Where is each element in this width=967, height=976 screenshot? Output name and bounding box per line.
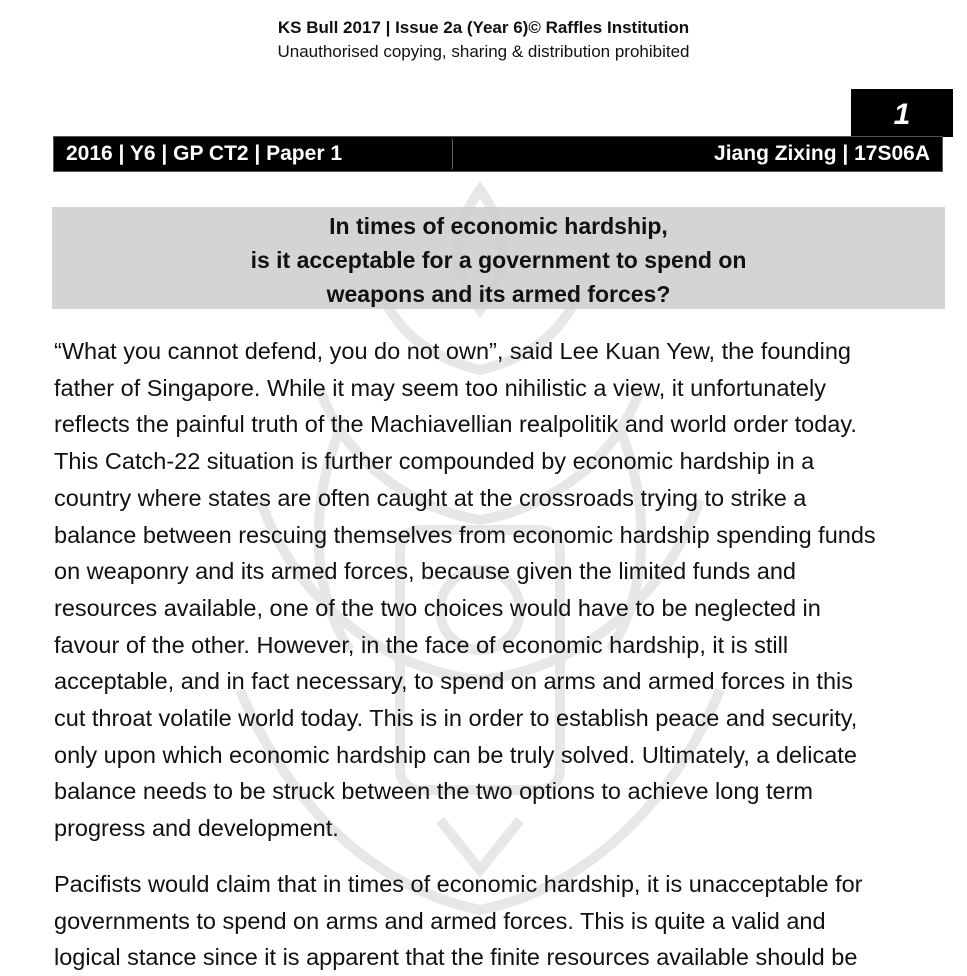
info-bar (54, 137, 942, 171)
document-header (0, 16, 967, 64)
text-line: father of Singapore. While it may seem too nihilistic a view, it unfortunately (54, 374, 826, 401)
body-paragraph-1 (54, 333, 954, 847)
question-line: is it acceptable for a government to spend on (250, 247, 747, 273)
text-line: logical stance since it is apparent that the finite resources available should be (54, 944, 858, 971)
header-title: KS Bull 2017 | Issue 2a (Year 6)© Raffles Institution (277, 18, 690, 37)
essay-question (52, 207, 945, 309)
text-line: cut throat volatile world today. This is in order to establish peace and security, (54, 705, 858, 732)
text-line: This Catch-22 situation is further compounded by economic hardship in a (54, 448, 815, 475)
text-line: country where states are often caught at the crossroads trying to strike a (54, 484, 807, 511)
text-line: favour of the other. However, in the face of economic hardship, it is still (54, 631, 789, 658)
text-line: reflects the painful truth of the Machiavellian realpolitik and world order today. (54, 411, 857, 438)
page-number: 1 (851, 89, 953, 137)
text-line: balance between rescuing themselves from economic hardship spending funds (54, 521, 876, 548)
text-line: on weaponry and its armed forces, because given the limited funds and (54, 558, 796, 585)
question-line: In times of economic hardship, (329, 213, 668, 239)
author-info: Jiang Zixing | 17S06A (714, 142, 930, 165)
text-line: resources available, one of the two choices would have to be neglected in (54, 594, 821, 621)
text-line: balance needs to be struck between the two options to achieve long term (54, 778, 813, 805)
question-line: weapons and its armed forces? (326, 281, 671, 307)
text-line: progress and development. (54, 815, 339, 842)
text-line: “What you cannot defend, you do not own”, said Lee Kuan Yew, the founding (54, 338, 851, 364)
body-paragraph-2 (54, 866, 954, 976)
text-line: acceptable, and in fact necessary, to spend on arms and armed forces in this (54, 668, 853, 695)
text-line: Pacifists would claim that in times of economic hardship, it is unacceptable for (54, 871, 863, 897)
info-bar-divider (452, 139, 453, 169)
paper-info: 2016 | Y6 | GP CT2 | Paper 1 (66, 142, 343, 165)
header-copyright-notice: Unauthorised copying, sharing & distribution prohibited (277, 42, 690, 61)
text-line: only upon which economic hardship can be truly solved. Ultimately, a delicate (54, 741, 857, 768)
text-line: governments to spend on arms and armed forces. This is quite a valid and (54, 907, 826, 934)
